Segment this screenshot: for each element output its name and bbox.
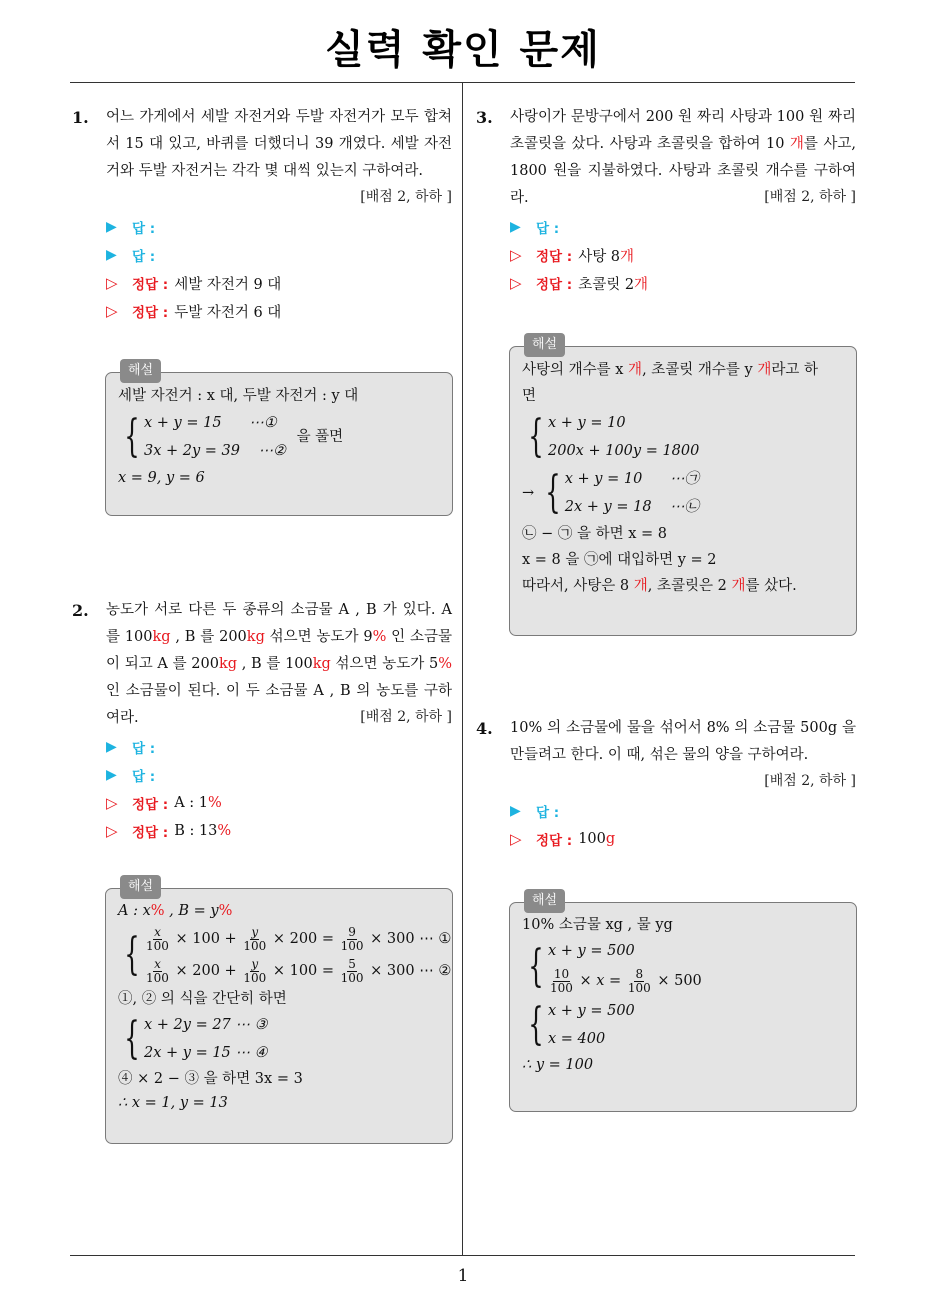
play-icon: ▶ [106,247,117,263]
play-icon: ▶ [510,803,521,819]
problem-text: 농도가 서로 다른 두 종류의 소금물 A , B 가 있다. A 를 100kg , B 를 200kg 섞으면 농도가 9% 인 소금물이 되고 A 를 200kg , B 를 100kg 섞으면 농도가 5% 인 소금물이 된다. 이 두 소금물 A , B 의 농도를 구하여라. [106,602,452,726]
solution-tag: 해설 [524,889,565,913]
triangle-outline-icon: ▷ [106,274,118,292]
solution-tag: 해설 [524,333,565,357]
equation-system: { x + y = 500 $\frac{10}{100}$ × x = $\frac{8}{100}$ × 500 [528,941,702,995]
solution-box-2: 해설 A : x% , B = y% { $\frac{x}{100}$ × 100 + $\frac{y}{100}$ × 200 = $\frac{9}{100}$ × 300 ⋯ ① $\frac{x}{100}$ × 200 + $\frac{y}{100}$ × 100 = $\frac{5}{100}$ × 300 ⋯ ② ①, ② 의 식을 간단히 하면 { x + 2y = 27 ⋯ ③ 2x + y = 15 ⋯ ④ ④ × 2 − ③ 을 하면 3x = 3 ∴ x = 1, y = 13 [105,888,453,1144]
problem-meta: [배점 2, 하하 ] [360,189,452,205]
problem-1 [72,104,452,325]
solution-tag: 해설 [120,359,161,383]
solution-line: A : x% , B = y% [118,903,233,919]
problem-number: 3. [476,108,493,127]
answer-blank[interactable]: ▶ 답 : [106,219,156,237]
correct-answer: ▷ 정답 : 세발 자전거 9 대 [106,274,282,293]
equation-system: { x + y = 15 ⋯① 3x + 2y = 39 ⋯② [124,411,286,462]
column-divider [462,83,463,1255]
answer-blank[interactable]: ▶ 답 : [510,219,560,237]
page-title: 실력 확인 문제 [325,27,601,73]
triangle-outline-icon: ▷ [106,794,118,812]
equation-system: { x + y = 10 ⋯㉠ 2x + y = 18 ⋯㉡ [545,467,699,518]
problem-number: 1. [72,108,89,127]
solution-result: 따라서, 사탕은 8 개, 초콜릿은 2 개를 샀다. [522,578,797,594]
answer-blank[interactable]: ▶ 답 : [106,767,156,785]
problem-meta: [배점 2, 하하 ] [764,773,856,789]
triangle-outline-icon: ▷ [106,302,118,320]
correct-answer: ▷ 정답 : B : 13 % [106,822,232,841]
answer-blank[interactable]: ▶ 답 : [510,803,560,821]
problem-text: 사랑이가 문방구에서 200 원 짜리 사탕과 100 원 짜리 초콜릿을 샀다. 사탕과 초콜릿을 합하여 10 개를 사고, 1800 원을 지불하였다. 사탕과 초콜릿 개수를 구하여라. [510,109,856,206]
problem-number: 2. [72,601,89,620]
problem-text: 10% 의 소금물에 물을 섞어서 8% 의 소금물 500g 을 만들려고 한다. 이 때, 섞은 물의 양을 구하여라. [510,720,856,763]
answer-blank[interactable]: ▶ 답 : [106,739,156,757]
correct-answer: ▷ 정답 : 초콜릿 2 개 [510,274,649,293]
equation-system: { x + 2y = 27 ⋯ ③ 2x + y = 15 ⋯ ④ [124,1013,268,1064]
correct-answer: ▷ 정답 : 100 g [510,830,616,849]
problem-3 [476,104,856,297]
solution-result: ∴ y = 100 [522,1057,594,1073]
answer-blank[interactable]: ▶ 답 : [106,247,156,265]
play-icon: ▶ [106,767,117,783]
triangle-outline-icon: ▷ [510,274,522,292]
problem-number: 4. [476,719,493,738]
bottom-rule [70,1255,855,1256]
equation-system: { x + y = 500 x = 400 [528,999,635,1050]
solution-box-3: 해설 사탕의 개수를 x 개, 초콜릿 개수를 y 개라고 하 면 { x + y = 10 200x + 100y = 1800 → { x + y = 10 ⋯㉠ 2x + y = 18 ⋯㉡ ㉡ − ㉠ 을 하면 x = 8 x = 8 을 ㉠에 대입하면 y = 2 따라서, 사탕은 8 개, 초콜릿은 2 개를 샀다. [509,346,857,636]
triangle-outline-icon: ▷ [510,246,522,264]
equation-system: { $\frac{x}{100}$ × 100 + $\frac{y}{100}$ × 200 = $\frac{9}{100}$ × 300 ⋯ ① $\frac{x}{100}$ × 200 + $\frac{y}{100}$ × 100 = $\frac{5}{100}$ × 300 ⋯ ② [124,924,452,985]
solution-result: ∴ x = 1, y = 13 [118,1095,228,1111]
correct-answer: ▷ 정답 : A : 1 % [106,794,222,813]
solution-line: 10% 소금물 xg , 물 yg [522,917,673,933]
correct-answer: ▷ 정답 : 사탕 8 개 [510,246,635,265]
solution-box-1: 해설 세발 자전거 : x 대, 두발 자전거 : y 대 { x + y = 15 ⋯① 3x + 2y = 39 ⋯② 을 풀면 x = 9, y = 6 [105,372,453,516]
equation-system: { x + y = 10 200x + 100y = 1800 [528,411,700,462]
triangle-outline-icon: ▷ [510,830,522,848]
problem-text: 어느 가게에서 세발 자전거와 두발 자전거가 모두 합쳐서 15 대 있고, 바퀴를 더했더니 39 개였다. 세발 자전거와 두발 자전거는 각각 몇 대씩 있는지 구하여라. [106,109,452,179]
arrow-icon: → [522,485,535,501]
page-number: 1 [457,1266,469,1286]
solution-result: x = 9, y = 6 [118,470,205,486]
play-icon: ▶ [106,219,117,235]
play-icon: ▶ [106,739,117,755]
solution-line: 사탕의 개수를 x 개, 초콜릿 개수를 y 개라고 하 [522,362,818,378]
problem-meta: [배점 2, 하하 ] [360,709,452,725]
triangle-outline-icon: ▷ [106,822,118,840]
problem-meta: [배점 2, 하하 ] [764,189,856,205]
problem-4 [476,715,856,853]
play-icon: ▶ [510,219,521,235]
problem-2 [72,597,452,845]
correct-answer: ▷ 정답 : 두발 자전거 6 대 [106,302,282,321]
solution-box-4 [509,893,857,1112]
solution-line: 세발 자전거 : x 대, 두발 자전거 : y 대 [118,388,359,404]
solution-tag: 해설 [120,875,161,899]
